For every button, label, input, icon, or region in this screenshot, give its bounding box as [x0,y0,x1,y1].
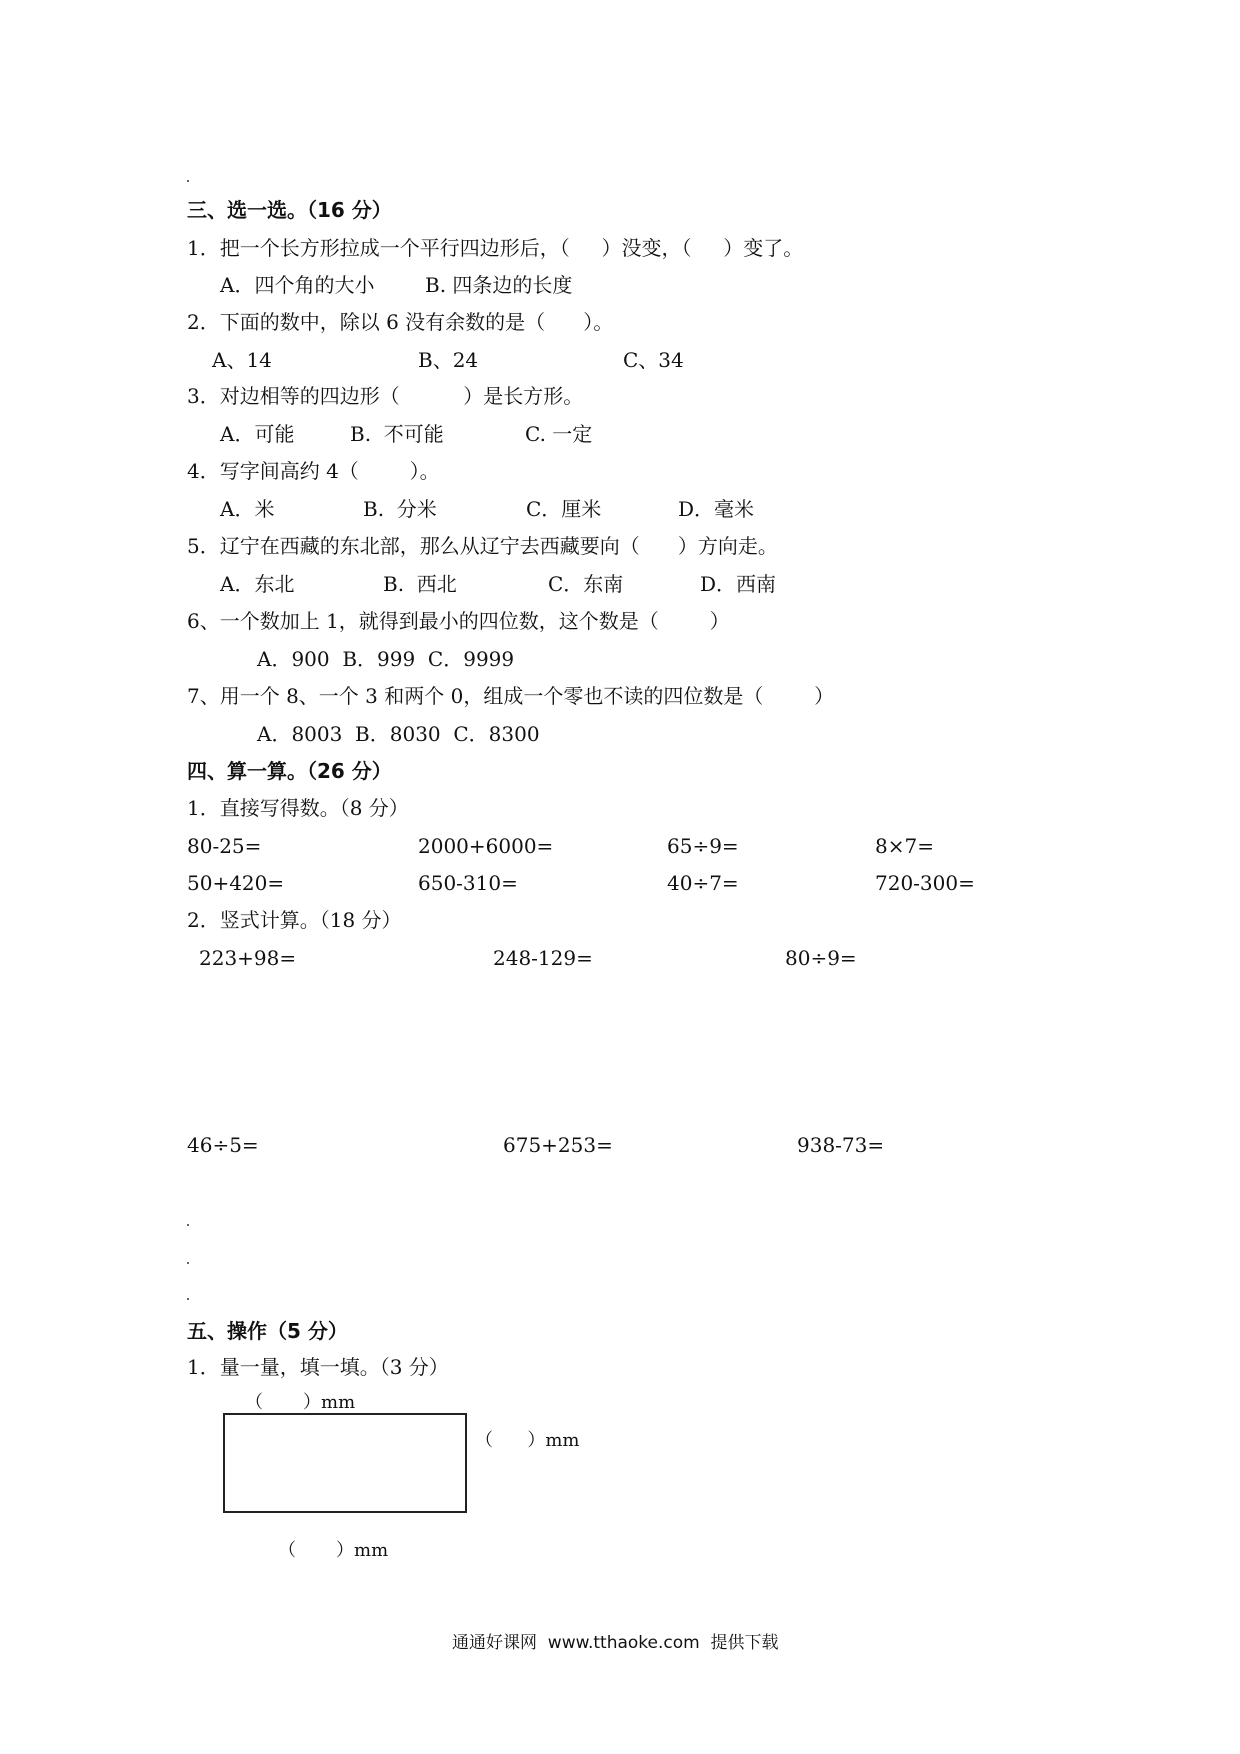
question-6: 6、一个数加上 1，就得到最小的四位数，这个数是（ ） [187,609,730,633]
calc-item: 65÷9= [667,834,739,858]
q3-option-a: A．可能 [220,422,295,446]
margin-mark [187,1262,189,1264]
q3-option-b: B. 不可能 [350,422,444,446]
q4-option-b: B. 分米 [363,497,437,521]
q3-option-c: C. 一定 [525,422,593,446]
calc-item: 650-310= [418,871,518,895]
calc-item: 40÷7= [667,871,739,895]
calc-item: 720-300= [875,871,975,895]
vertical-calc-item: 248-129= [493,946,593,970]
vertical-calc-item: 223+98= [199,946,297,970]
section3-title: 三、选一选。（16 分） [187,198,392,222]
vertical-calc-item: 80÷9= [785,946,857,970]
question-3: 3．对边相等的四边形（ ）是长方形。 [187,384,584,408]
q6-options: A．900 B．999 C．9999 [257,647,515,671]
question-2: 2．下面的数中，除以 6 没有余数的是（ ）。 [187,310,614,334]
part1-title: 1．直接写得数。（8 分） [187,796,409,820]
q2-option-c: C、34 [623,348,684,372]
question-1: 1．把一个长方形拉成一个平行四边形后，（ ）没变，（ ）变了。 [187,236,804,260]
q5-option-b: B. 西北 [383,572,457,596]
margin-mark [187,180,189,182]
calc-item: 2000+6000= [418,834,554,858]
q1-option-a: A．四个角的大小 [220,273,375,297]
q4-option-a: A．米 [220,497,275,521]
question-5: 5．辽宁在西藏的东北部，那么从辽宁去西藏要向（ ）方向走。 [187,534,778,558]
q1-option-b: B. 四条边的长度 [425,273,573,297]
margin-mark [187,1298,189,1300]
calc-item: 80-25= [187,834,262,858]
blank-bottom-length: （ ）mm [278,1540,389,1561]
part2-title: 2．竖式计算。（18 分） [187,908,402,932]
operation-question-1: 1．量一量，填一填。（3 分） [187,1355,449,1379]
blank-top-length: （ ）mm [245,1392,356,1413]
q5-option-d: D．西南 [700,572,777,596]
question-4: 4．写字间高约 4（ ）。 [187,459,440,483]
q5-option-a: A．东北 [220,572,295,596]
q4-option-c: C．厘米 [526,497,602,521]
q7-options: A．8003 B．8030 C．8300 [257,722,540,746]
section4-title: 四、算一算。（26 分） [187,759,392,783]
q2-option-b: B、24 [418,348,479,372]
vertical-calc-item: 675+253= [503,1133,613,1157]
q5-option-c: C．东南 [548,572,624,596]
measure-rectangle [223,1413,467,1513]
page-footer: 通通好课网 www.tthaoke.com 提供下载 [452,1633,779,1653]
calc-item: 50+420= [187,871,285,895]
question-7: 7、用一个 8、一个 3 和两个 0，组成一个零也不读的四位数是（ ） [187,684,835,708]
q4-option-d: D．毫米 [678,497,755,521]
blank-right-width: （ ）mm [475,1430,580,1451]
q2-option-a: A、14 [212,348,272,372]
margin-mark [187,1224,189,1226]
vertical-calc-item: 938-73= [797,1133,885,1157]
vertical-calc-item: 46÷5= [187,1133,259,1157]
calc-item: 8×7= [875,834,934,858]
section5-title: 五、操作（5 分） [187,1319,348,1343]
